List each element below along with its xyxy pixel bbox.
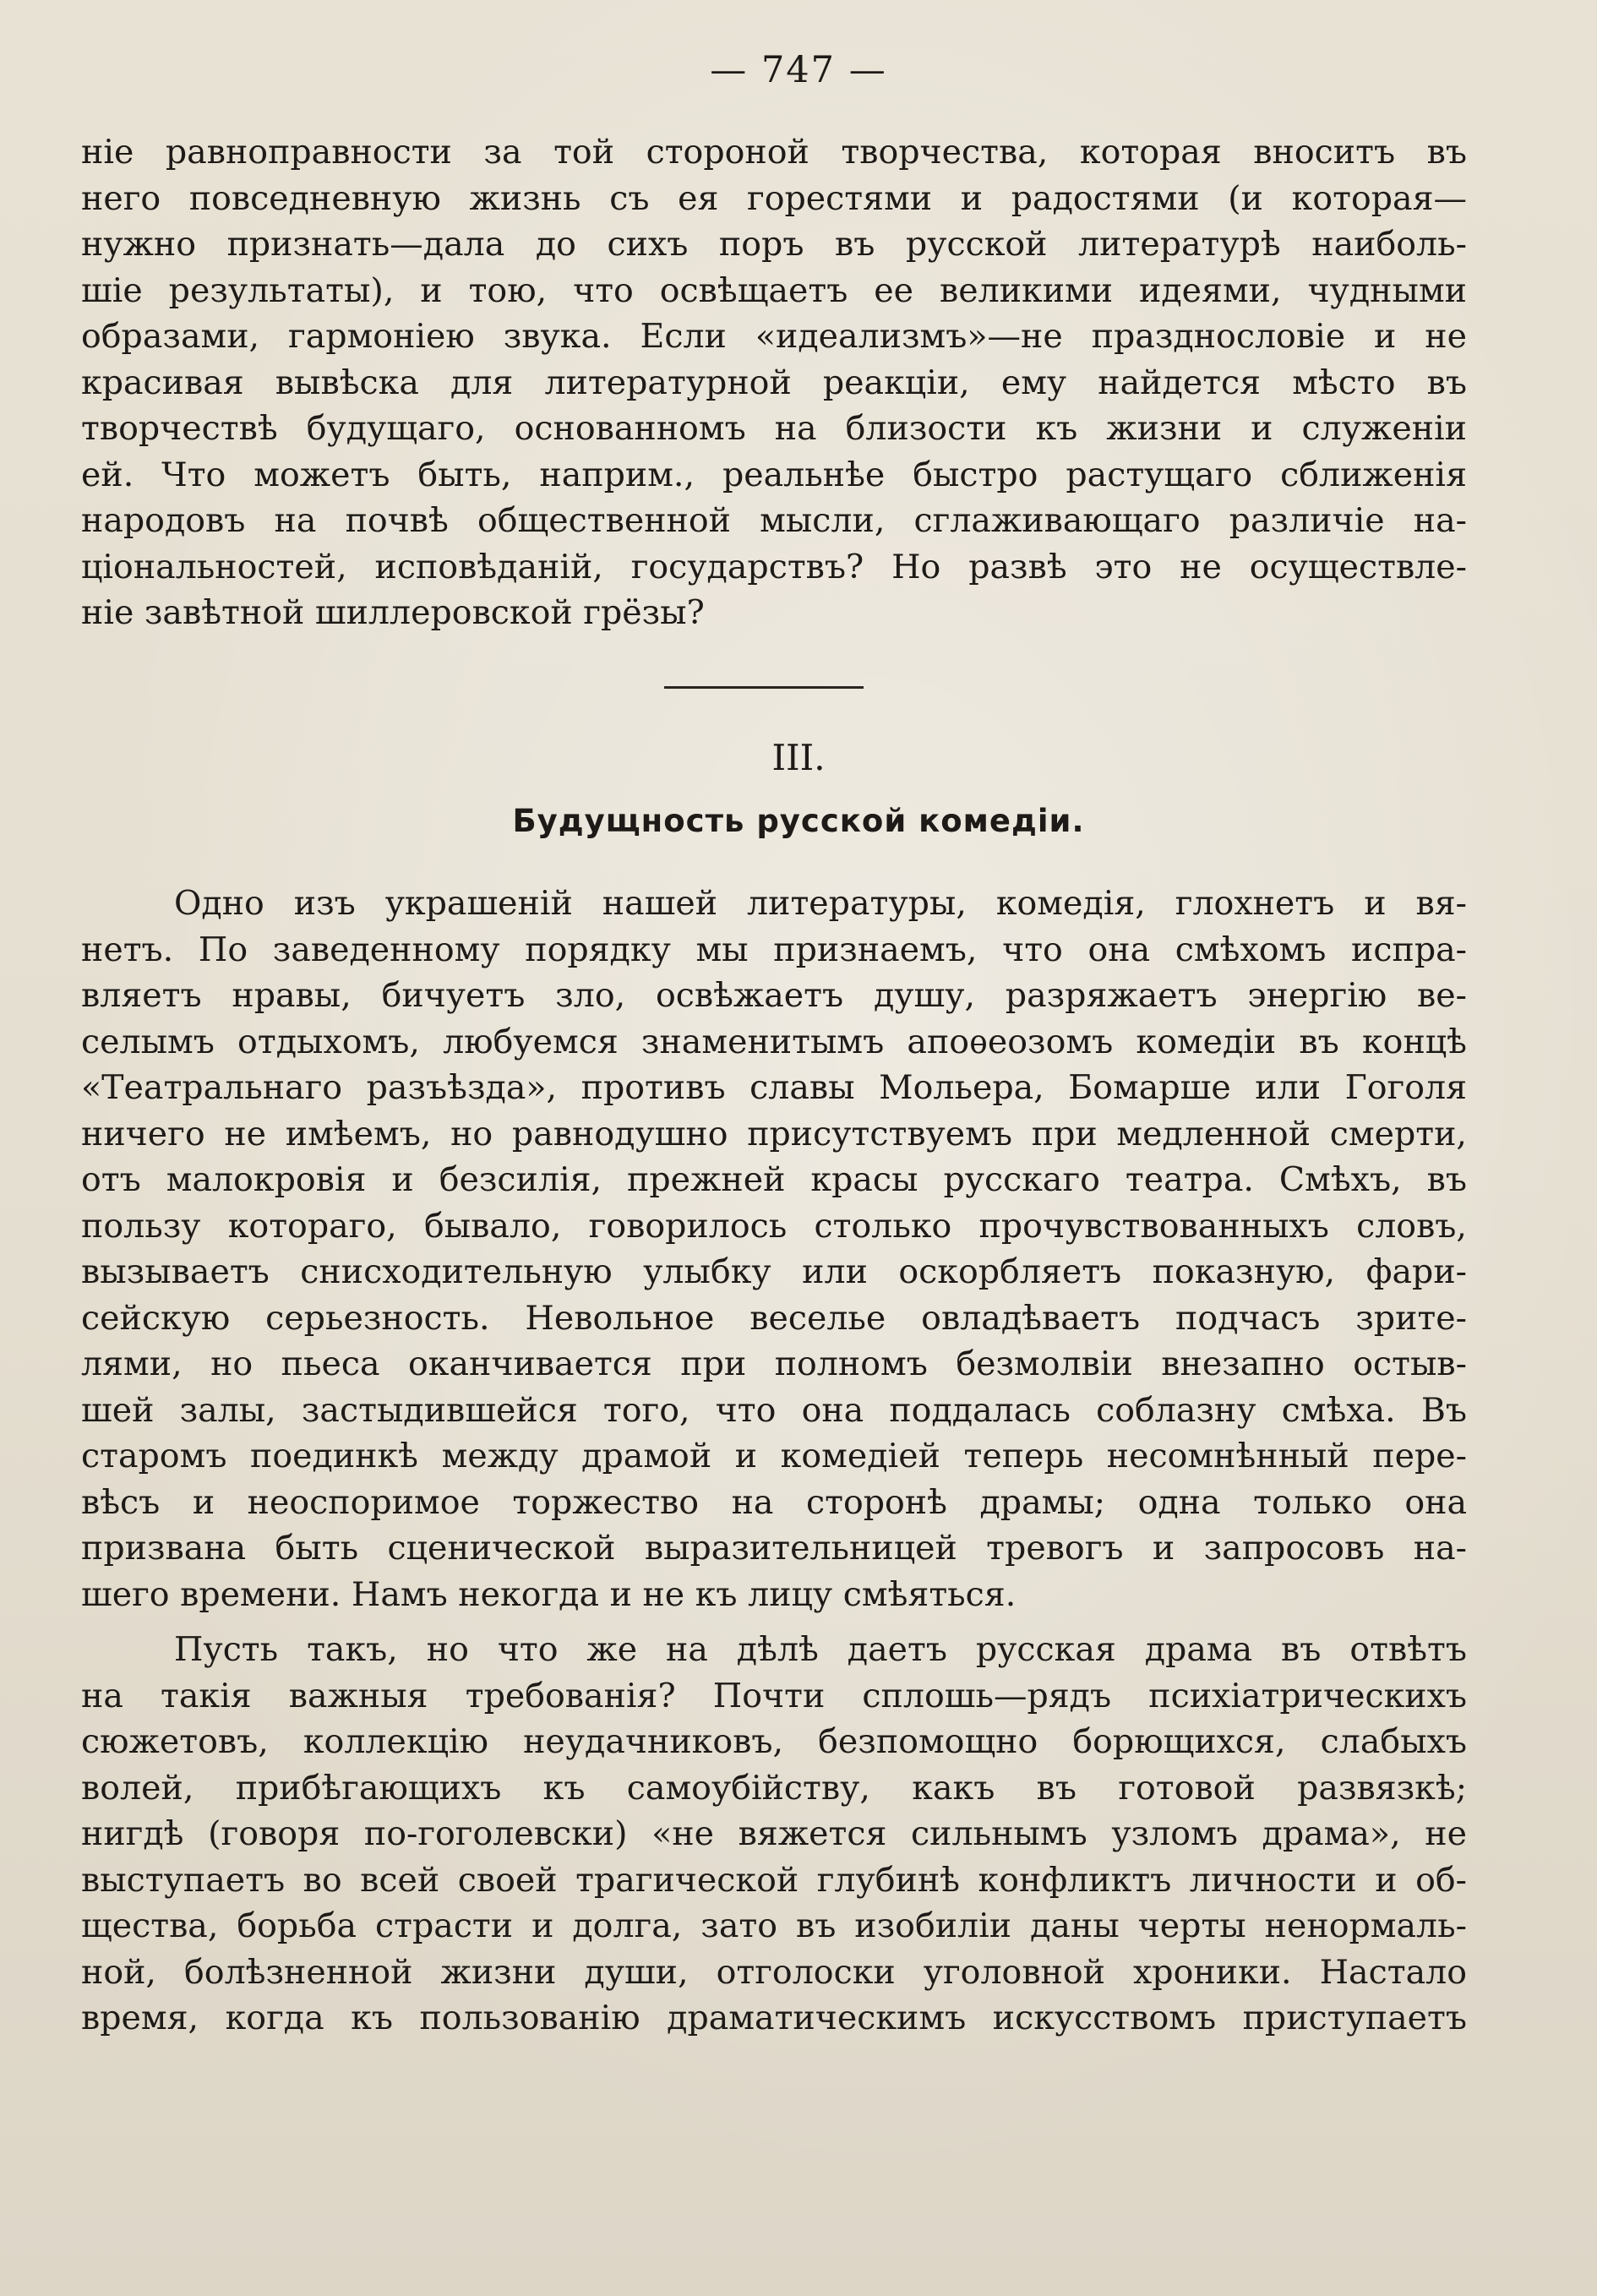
text-line: старомъ поединкѣ между драмой и комедіей теперь несомнѣнный пере- (81, 1437, 1467, 1475)
text-line: образами, гармоніею звука. Если «идеализмъ»—не празднословіе и не (81, 317, 1467, 356)
text-line: вѣсъ и неоспоримое торжество на сторонѣ драмы; одна только она (81, 1482, 1467, 1522)
text-line: выступаетъ во всей своей трагической глубинѣ конфликтъ личности и об- (81, 1860, 1467, 1900)
page-number: — 747 — (710, 49, 887, 91)
text-line: Одно изъ украшеній нашей литературы, комедія, глохнетъ и вя- (174, 884, 1467, 923)
text-line: щества, борьба страсти и долга, зато въ изобиліи даны черты ненормаль- (81, 1906, 1467, 1945)
text-line: ей. Что можетъ быть, наприм., реальнѣе быстро растущаго сближенія (81, 455, 1467, 494)
text-line: нужно признать—дала до сихъ поръ въ русской литературѣ наиболь- (81, 225, 1467, 264)
text-line: шего времени. Намъ некогда и не къ лицу смѣяться. (81, 1574, 1017, 1614)
text-line: Пусть такъ, но что же на дѣлѣ даетъ русская драма въ отвѣтъ (174, 1630, 1467, 1669)
text-line: красивая вывѣска для литературной реакціи, ему найдется мѣсто въ (81, 363, 1467, 402)
text-line: волей, прибѣгающихъ къ самоубійству, какъ въ готовой развязкѣ; (81, 1768, 1467, 1808)
text-line: ніе равноправности за той стороной творчества, которая вноситъ въ (81, 133, 1467, 172)
text-line: лями, но пьеса оканчивается при полномъ безмолвіи внезапно остыв- (81, 1344, 1467, 1383)
text-line: пользу котораго, бывало, говорилось столько прочувствованныхъ словъ, (81, 1206, 1467, 1246)
text-line: «Театральнаго разъѣзда», противъ славы Мольера, Бомарше или Гоголя (81, 1068, 1467, 1107)
section-divider (664, 686, 864, 689)
paragraph-1 (81, 881, 1467, 1617)
paragraph-2 (81, 1627, 1467, 2042)
text-line: вляетъ нравы, бичуетъ зло, освѣжаетъ душу, разряжаетъ энергію ве- (81, 976, 1467, 1015)
text-line: шіе результаты), и тою, что освѣщаетъ ее великими идеями, чудными (81, 270, 1467, 310)
text-line: него повседневную жизнь съ ея горестями и радостями (и которая— (81, 178, 1467, 218)
text-line: ціональностей, исповѣданій, государствъ? Но развѣ это не осуществле- (81, 547, 1467, 586)
section-heading: Будущность русской комедіи. (512, 803, 1085, 839)
text-line: ной, болѣзненной жизни души, отголоски уголовной хроники. Настало (81, 1952, 1467, 1992)
text-line: вызываетъ снисходительную улыбку или оскорбляетъ показную, фари- (81, 1252, 1467, 1291)
text-line: сейскую серьезность. Невольное веселье овладѣваетъ подчасъ зрите- (81, 1298, 1467, 1338)
text-line: отъ малокровія и безсилія, прежней красы русскаго театра. Смѣхъ, въ (81, 1160, 1467, 1199)
text-line: шей залы, застыдившейся того, что она поддалась соблазну смѣха. Въ (81, 1390, 1467, 1430)
text-line: творчествѣ будущаго, основанномъ на близости къ жизни и служеніи (81, 409, 1467, 448)
text-line: народовъ на почвѣ общественной мысли, сглаживающаго различіе на- (81, 501, 1467, 540)
text-line: нигдѣ (говоря по-гоголевски) «не вяжется сильнымъ узломъ драма», не (81, 1814, 1467, 1853)
text-line: призвана быть сценической выразительницей тревогъ и запросовъ на- (81, 1529, 1467, 1568)
section-number: III. (771, 737, 826, 778)
text-line: сюжетовъ, коллекцію неудачниковъ, безпомощно борющихся, слабыхъ (81, 1722, 1467, 1761)
intro-paragraph (81, 129, 1467, 636)
text-line: селымъ отдыхомъ, любуемся знаменитымъ апоѳеозомъ комедіи въ концѣ (81, 1022, 1467, 1061)
text-line: ничего не имѣемъ, но равнодушно присутствуемъ при медленной смерти, (81, 1114, 1467, 1153)
text-line: ніе завѣтной шиллеровской грёзы? (81, 593, 705, 632)
text-line: на такія важныя требованія? Почти сплошь—рядъ психіатрическихъ (81, 1676, 1467, 1715)
text-line: нетъ. По заведенному порядку мы признаемъ, что она смѣхомъ испра- (81, 930, 1467, 969)
text-line: время, когда къ пользованію драматическимъ искусствомъ приступаетъ (81, 1999, 1467, 2037)
